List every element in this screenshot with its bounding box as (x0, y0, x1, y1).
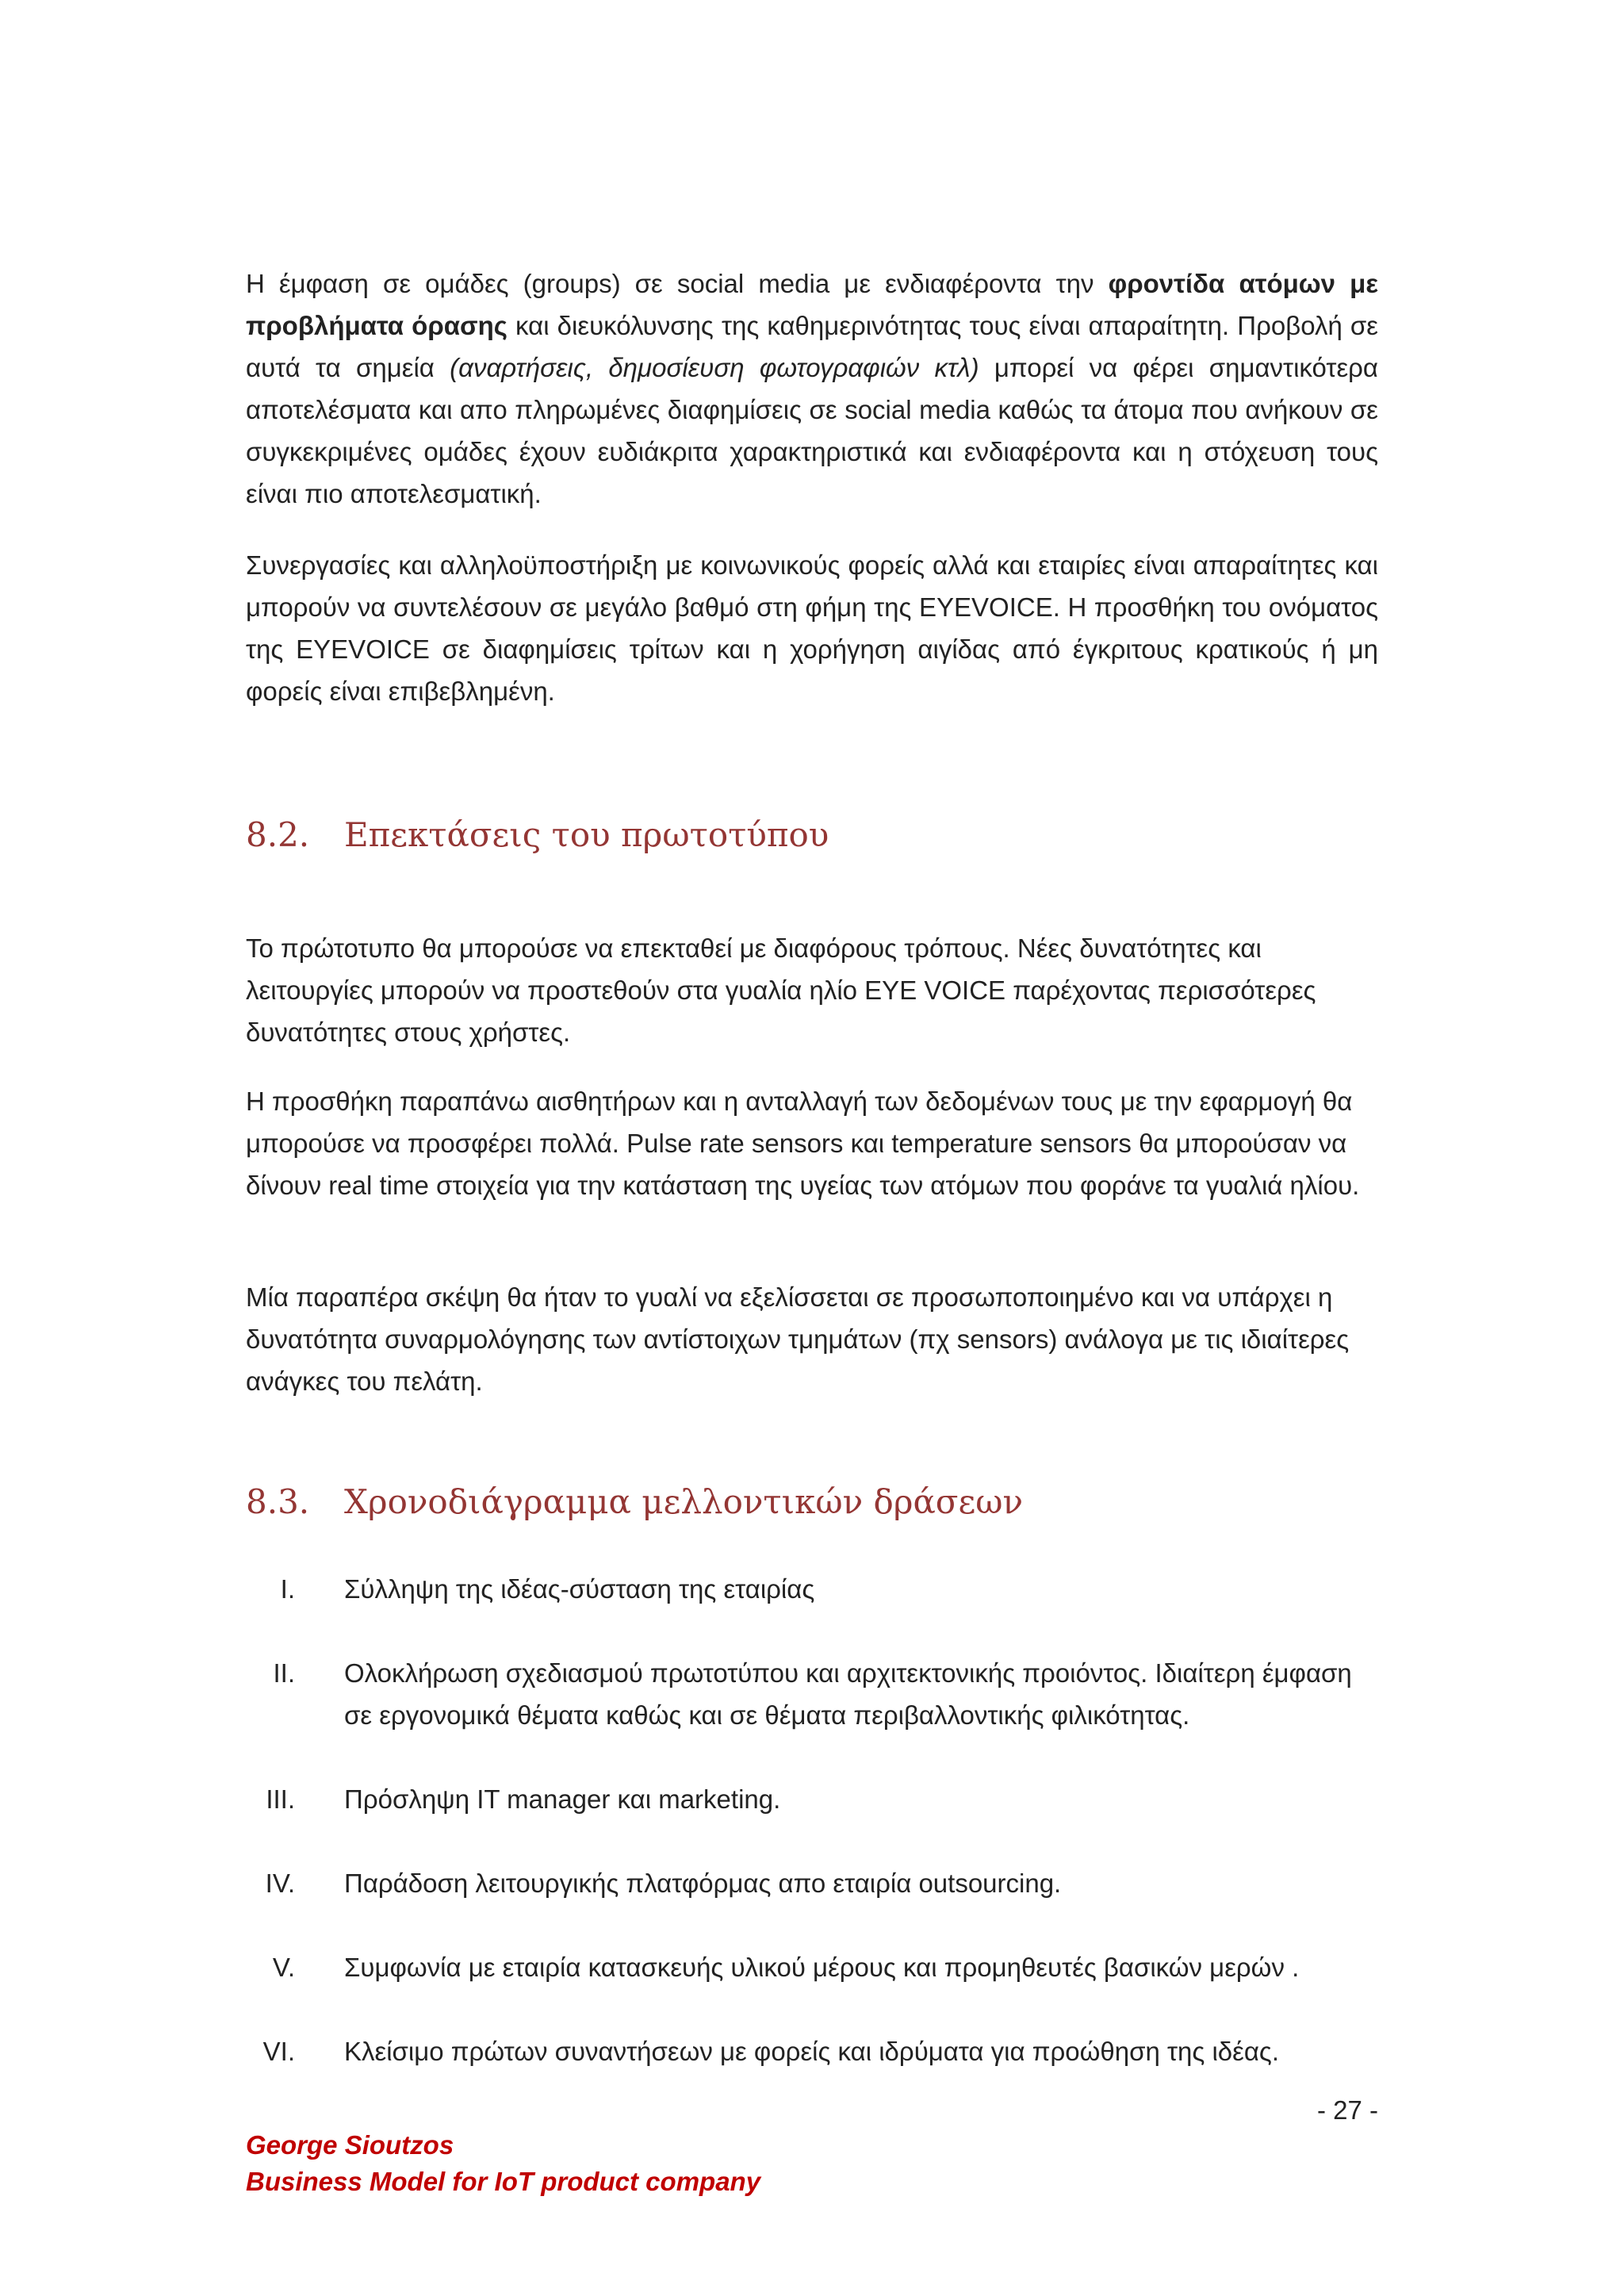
section-8-2-title: Επεκτάσεις του πρωτοτύπου (344, 815, 829, 854)
intro-paragraph-1 (246, 263, 1378, 515)
section-8-3-number: 8.3. (246, 1482, 310, 1521)
timeline-item-text: Παράδοση λειτουργικής πλατφόρμας απο εταιρία outsourcing. (344, 1869, 1062, 1898)
section-8-2-heading (246, 815, 829, 856)
timeline-item-numeral: I. (280, 1574, 295, 1604)
timeline-item-numeral: III. (266, 1784, 295, 1814)
timeline-item-text: Ολοκλήρωση σχεδιασμού πρωτοτύπου και αρχιτεκτονικής προιόντος. Ιδιαίτερη έμφαση σε εργονομικά θέματα καθώς και σε θέματα περιβαλλοντικής φιλικότητας. (344, 1658, 1352, 1730)
intro-paragraph-2: Συνεργασίες και αλληλοϋποστήριξη με κοινωνικούς φορείς αλλά και εταιρίες είναι απαραίτητες και μπορούν να συντελέσουν σε μεγάλο βαθμό στη φήμη της EYEVOICE. Η προσθήκη του ονόματος της EYEVOICE σε διαφημίσεις τρίτων και η χορήγηση αιγίδας από έγκριτους κρατικούς ή μη φορείς είναι επιβεβλημένη. (246, 550, 1378, 706)
timeline-item-text: Κλείσιμο πρώτων συναντήσεων με φορείς και ιδρύματα για προώθηση της ιδέας. (344, 2037, 1280, 2066)
timeline-item-text: Πρόσληψη IT manager και marketing. (344, 1784, 781, 1814)
intro-p1-text-c: μπορεί να φέρει σημαντικότερα αποτελέσματα και απο πληρωμένες διαφημίσεις σε social media καθώς τα άτομα που ανήκουν σε συγκεκριμένες ομάδες έχουν ευδιάκριτα χαρακτηριστικά και ενδιαφέροντα και η στόχευση τους είναι πιο αποτελεσματική. (246, 353, 1379, 508)
section-8-2-number: 8.2. (246, 815, 310, 854)
section-8-3-heading (246, 1481, 1023, 1523)
timeline-item-numeral: II. (273, 1658, 295, 1688)
timeline-item-numeral: IV. (265, 1869, 295, 1898)
section-8-2-paragraph-3: Μία παραπέρα σκέψη θα ήταν το γυαλί να εξελίσσεται σε προσωποποιημένο και να υπάρχει η δυνατότητα συναρμολόγησης των αντίστοιχων τμημάτων (πχ sensors) ανάλογα με τις ιδιαίτερες ανάγκες του πελάτη. (246, 1282, 1350, 1396)
intro-p1-italic-text: (αναρτήσεις, δημοσίευση φωτογραφιών κτλ) (450, 353, 979, 382)
timeline-item-text: Σύλληψη της ιδέας-σύσταση της εταιρίας (344, 1574, 815, 1604)
intro-p1-text-a: Η έμφαση σε ομάδες (groups) σε social media με ενδιαφέροντα την (246, 269, 1109, 298)
footer-title: Business Model for IoT product company (246, 2167, 761, 2196)
section-8-2-paragraph-1: Το πρώτοτυπο θα μπορούσε να επεκταθεί με διαφόρους τρόπους. Νέες δυνατότητες και λειτουργίες μπορούν να προστεθούν στα γυαλία ηλίο EYE VOICE παρέχοντας περισσότερες δυνατότητες στους χρήστες. (246, 933, 1316, 1047)
intro-p1-text-b: και διευκόλυνσης της καθημερινότητας τους είναι απαραίτητη. Προβολή σε αυτά τα σημεία (246, 311, 1378, 382)
timeline-item-text: Συμφωνία με εταιρία κατασκευής υλικού μέρους και προμηθευτές βασικών μερών . (344, 1953, 1300, 1982)
section-8-3-title: Χρονοδιάγραμμα μελλοντικών δράσεων (344, 1482, 1024, 1521)
section-8-2-paragraph-2: Η προσθήκη παραπάνω αισθητήρων και η ανταλλαγή των δεδομένων τους με την εφαρμογή θα μπορούσε να προσφέρει πολλά. Pulse rate sensors και temperature sensors θα μπορούσαν να δίνουν real time στοιχεία για την κατάσταση της υγείας των ατόμων που φοράνε τα γυαλιά ηλίου. (246, 1087, 1360, 1200)
timeline-item-numeral: V. (272, 1953, 295, 1982)
page-number: - 27 - (1316, 2095, 1378, 2125)
intro-p1-bold-text: φροντίδα ατόμων με προβλήματα όρασης (246, 269, 1378, 340)
footer-author: George Sioutzos (246, 2130, 454, 2160)
document-page (246, 0, 1378, 2296)
timeline-item-numeral: VI. (262, 2037, 295, 2066)
